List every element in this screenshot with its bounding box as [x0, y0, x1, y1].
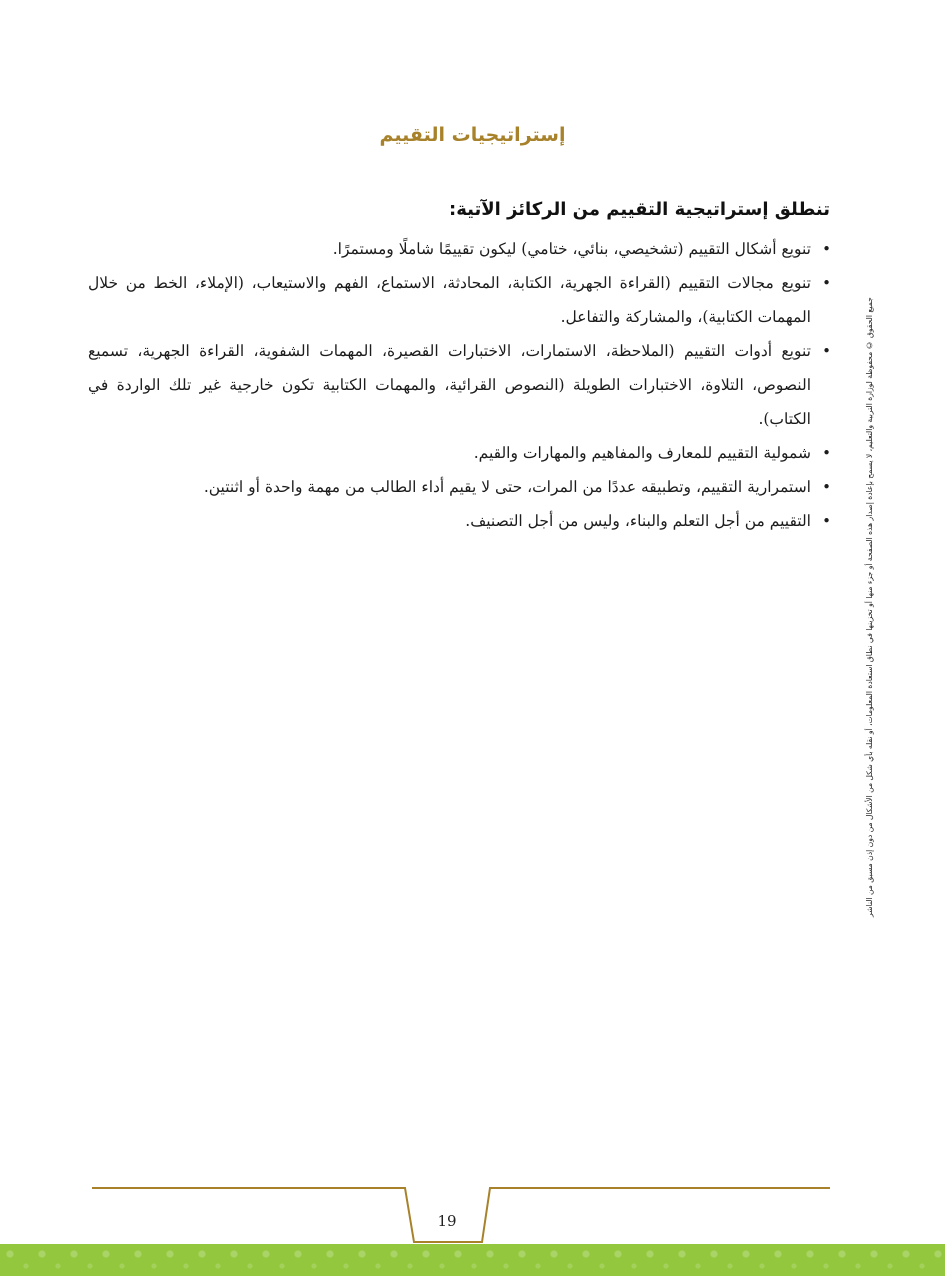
- bullet-icon: •: [822, 512, 831, 530]
- section-heading: تنطلق إستراتيجية التقييم من الركائز الآتية:: [449, 199, 830, 220]
- page-title: إستراتيجيات التقييم: [379, 124, 566, 146]
- list-item: [88, 436, 833, 470]
- bullet-icon: •: [822, 478, 831, 496]
- list-item: [88, 232, 833, 266]
- assessment-points-list: [88, 232, 833, 538]
- list-item-text: تنويع أشكال التقييم (تشخيصي، بنائي، ختامي) ليكون تقييمًا شاملًا ومستمرًا.: [332, 240, 811, 258]
- list-item: [88, 504, 833, 538]
- list-item-text: تنويع أدوات التقييم (الملاحظة، الاستمارات، الاختبارات القصيرة، المهمات الشفوية، القراءة الجهرية، تسميع النصوص، التلاوة، الاختبارات الطويلة (النصوص القرائية، والمهمات الكتابية تكون خارجية غير تلك الواردة في الكتاب).: [88, 342, 811, 428]
- list-item: [88, 266, 833, 334]
- list-item: [88, 334, 833, 436]
- bullet-icon: •: [822, 274, 831, 292]
- footer-green-band: [0, 1244, 945, 1276]
- list-item: [88, 470, 833, 504]
- list-item-text: استمرارية التقييم، وتطبيقه عددًا من المرات، حتى لا يقيم أداء الطالب من مهمة واحدة أو اثنتين.: [203, 478, 811, 496]
- copyright-notice: جميع الحقوق © محفوظة لوزارة التربية والتعليم، لا يسمح بإعادة إصدار هذه الصفحة أو جزء منها أو تخزينها في نطاق استعادة المعلومات، أو نقله بأي شكل من الأشكال من دون إذن مسبق من الناشر: [865, 297, 874, 917]
- page-number: 19: [437, 1212, 457, 1230]
- list-item-text: شمولية التقييم للمعارف والمفاهيم والمهارات والقيم.: [473, 444, 811, 462]
- bullet-icon: •: [822, 240, 831, 258]
- bullet-icon: •: [822, 342, 831, 360]
- list-item-text: تنويع مجالات التقييم (القراءة الجهرية، الكتابة، المحادثة، الاستماع، الفهم والاستيعاب، (الإملاء، الخط من خلال المهمات الكتابية)، والمشاركة والتفاعل.: [88, 274, 811, 326]
- bullet-icon: •: [822, 444, 831, 462]
- list-item-text: التقييم من أجل التعلم والبناء، وليس من أجل التصنيف.: [465, 512, 811, 530]
